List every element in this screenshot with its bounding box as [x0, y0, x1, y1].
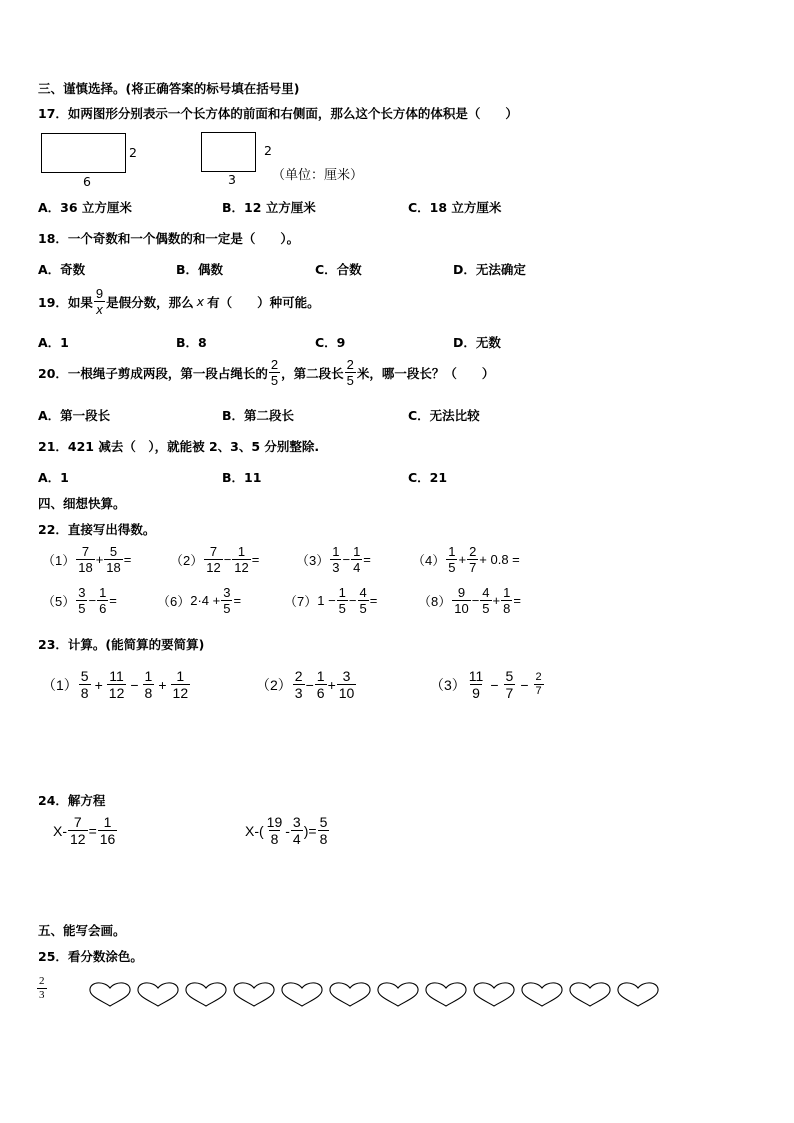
tail: + 0.8 = [479, 552, 520, 567]
q22-label-2: （2） [170, 553, 204, 568]
heart-shape[interactable] [520, 981, 564, 1007]
frac-num: 5 [319, 814, 328, 830]
q20-fraction-2 [345, 358, 356, 387]
q20-post: 米，哪一段长？（ ） [356, 365, 495, 381]
q18-option-d: D．无法确定 [453, 262, 526, 277]
frac-den: 12 [234, 560, 249, 575]
q21-option-b: B．11 [222, 470, 262, 485]
operator: + [327, 676, 336, 693]
frac-den: 4 [353, 560, 361, 575]
frac-num: 1 [237, 544, 246, 559]
q24-equation-2 [245, 815, 330, 846]
operator: − [130, 676, 139, 693]
q20-pre: 20．一根绳子剪成两段，第一段占绳长的 [38, 365, 268, 381]
q20-mid: ，第二段长 [281, 365, 344, 381]
q22-label-8: （8） [418, 594, 452, 609]
q17-option-c: C．18 立方厘米 [408, 200, 502, 215]
prefix: 2·4 + [190, 593, 221, 608]
q23-item-3 [430, 669, 545, 700]
heart-shape[interactable] [184, 981, 228, 1007]
frac-den: 10 [338, 685, 355, 701]
frac-num: 5 [109, 544, 118, 559]
q19-pre: 19．如果 [38, 294, 93, 310]
operator: + [95, 552, 104, 567]
q21-text: 21．421 减去（ ），就能被 2、3、5 分别整除. [38, 439, 320, 454]
prefix: X-( [245, 822, 264, 839]
q17-unit: （单位：厘米） [272, 168, 364, 183]
heart-shape[interactable] [328, 981, 372, 1007]
equals: = [123, 552, 132, 567]
frac-den: 7 [505, 685, 514, 701]
frac-den: 7 [535, 685, 542, 697]
q25-title: 25．看分数涂色。 [38, 949, 143, 964]
q20-option-c: C．无法比较 [408, 408, 480, 423]
heart-shape[interactable] [136, 981, 180, 1007]
q19-option-c: C．9 [315, 335, 346, 350]
frac-num: 9 [457, 585, 466, 600]
frac-num: 2 [294, 668, 303, 684]
frac-den: 5 [223, 601, 231, 616]
q20-f2-den: 5 [346, 373, 354, 388]
q22-label-5: （5） [42, 594, 76, 609]
q22-label-3: （3） [296, 553, 330, 568]
q22-label-7: （7） [284, 594, 318, 609]
q23-item-2 [256, 669, 357, 700]
operator: − [490, 676, 499, 693]
frac-num: 1 [176, 668, 185, 684]
q20-f1-den: 5 [270, 373, 279, 388]
frac-num: 5 [505, 668, 514, 684]
q19-frac-num: 9 [95, 286, 104, 301]
operator: − [348, 593, 357, 608]
q17-side-rectangle [201, 132, 256, 172]
q17-rect2-height: 2 [264, 143, 272, 158]
q21-option-c: C．21 [408, 470, 448, 485]
q22-item-6 [157, 586, 241, 615]
q19-text [38, 287, 320, 316]
frac-num: 19 [266, 814, 283, 830]
q22-item-1 [42, 545, 131, 574]
frac-num: 7 [81, 544, 90, 559]
frac-den: 5 [78, 601, 86, 616]
section-3-title: 三、谨慎选择。(将正确答案的标号填在括号里) [38, 81, 300, 96]
frac-den: 7 [469, 560, 477, 575]
frac-den: 12 [108, 685, 125, 701]
frac-num: 1 [353, 544, 361, 559]
q20-option-a: A．第一段长 [38, 408, 111, 423]
frac-num: 4 [359, 585, 367, 600]
q22-item-4 [412, 545, 520, 574]
frac-num: 4 [482, 585, 490, 600]
frac-num: 1 [448, 544, 456, 559]
equals: = [251, 552, 260, 567]
frac-num: 11 [109, 668, 124, 684]
q19-option-b: B．8 [176, 335, 207, 350]
section-5-title: 五、能写会画。 [38, 923, 126, 938]
frac-num: 1 [103, 814, 112, 830]
frac-num: 3 [292, 814, 301, 830]
q20-option-b: B．第二段长 [222, 408, 295, 423]
frac-den: 4 [292, 831, 301, 847]
frac-num: 3 [78, 585, 86, 600]
frac-den: 5 [359, 601, 367, 616]
frac-num: 3 [342, 668, 351, 684]
frac-num: 2 [535, 671, 542, 683]
frac-den: 12 [206, 560, 221, 575]
prefix: 1 − [317, 593, 336, 608]
q18-option-b: B．偶数 [176, 262, 224, 277]
frac-den: 3 [294, 685, 303, 701]
q17-option-a: A．36 立方厘米 [38, 200, 132, 215]
frac-den: 18 [106, 560, 121, 575]
q20-f1-num: 2 [270, 357, 279, 372]
heart-shape[interactable] [568, 981, 612, 1007]
q23-label-2: （2） [256, 676, 292, 693]
heart-shape[interactable] [88, 981, 132, 1007]
q24-equation-1 [53, 815, 118, 846]
q18-option-a: A．奇数 [38, 262, 86, 277]
frac-den: 12 [70, 831, 86, 847]
operator: − [223, 552, 232, 567]
q22-item-2 [170, 545, 259, 574]
frac-den: 8 [144, 685, 153, 701]
q17-rect1-height: 2 [129, 145, 137, 160]
q22-item-8 [418, 586, 521, 615]
heart-shape[interactable] [232, 981, 276, 1007]
operator: − [305, 676, 314, 693]
frac-num: 1 [332, 544, 340, 559]
q24-title: 24．解方程 [38, 793, 106, 808]
q25-hearts-row [88, 981, 668, 1007]
q19-option-d: D．无数 [453, 335, 501, 350]
q22-item-5 [42, 586, 117, 615]
frac-den: 16 [99, 831, 116, 847]
section-4-title: 四、细想快算。 [38, 496, 126, 511]
frac-den: 6 [99, 601, 107, 616]
q17-text: 17．如两图形分别表示一个长方体的前面和右侧面，那么这个长方体的体积是（ ） [38, 106, 518, 121]
q17-rect1-width: 6 [83, 174, 91, 189]
equals: = [513, 593, 521, 608]
frac-num: 7 [209, 544, 218, 559]
frac-den: 8 [319, 831, 328, 847]
q19-mid: 是假分数，那么 [106, 294, 194, 310]
q17-front-rectangle [41, 133, 126, 173]
q19-post: 有（ ）种可能。 [207, 294, 320, 310]
q22-label-6: （6） [157, 594, 191, 609]
q20-text [38, 358, 494, 387]
q22-label-1: （1） [42, 553, 76, 568]
q22-item-7 [284, 586, 377, 615]
equals: )= [303, 822, 317, 839]
frac-num: 7 [73, 814, 82, 830]
frac-den: 8 [80, 685, 89, 701]
frac-den: 18 [78, 560, 93, 575]
frac-num: 2 [39, 975, 45, 987]
q20-f2-num: 2 [346, 357, 354, 372]
q19-fraction [94, 287, 105, 316]
frac-den: 8 [503, 601, 511, 616]
heart-shape[interactable] [376, 981, 420, 1007]
frac-num: 1 [316, 668, 325, 684]
frac-den: 5 [338, 601, 346, 616]
equals: = [109, 593, 117, 608]
operator: + [492, 593, 501, 608]
q19-option-a: A．1 [38, 335, 69, 350]
frac-num: 2 [469, 544, 477, 559]
operator: + [458, 552, 467, 567]
operator: − [520, 676, 529, 693]
q23-label-3: （3） [430, 676, 466, 693]
q23-title: 23．计算。(能简算的要简算) [38, 637, 205, 652]
operator: - [285, 822, 290, 839]
operator: + [158, 676, 167, 693]
q21-option-a: A．1 [38, 470, 69, 485]
q25-fraction [36, 976, 48, 1001]
equals: = [233, 593, 242, 608]
frac-den: 12 [172, 685, 189, 701]
operator: − [342, 552, 351, 567]
frac-den: 5 [482, 601, 490, 616]
heart-shape[interactable] [280, 981, 324, 1007]
q18-option-c: C．合数 [315, 262, 362, 277]
q18-text: 18．一个奇数和一个偶数的和一定是（ ）。 [38, 231, 300, 246]
equals: = [363, 552, 371, 567]
heart-shape[interactable] [424, 981, 468, 1007]
frac-num: 3 [223, 585, 231, 600]
q23-item-1 [42, 669, 191, 700]
heart-shape[interactable] [616, 981, 660, 1007]
operator: + [94, 676, 103, 693]
frac-num: 1 [99, 585, 107, 600]
q19-var: x [196, 294, 205, 309]
heart-shape[interactable] [472, 981, 516, 1007]
frac-num: 1 [503, 585, 511, 600]
frac-num: 5 [80, 668, 89, 684]
frac-den: 5 [448, 560, 456, 575]
q22-item-3 [296, 545, 371, 574]
q22-label-4: （4） [412, 553, 446, 568]
frac-den: 8 [270, 831, 279, 847]
frac-num: 1 [338, 585, 346, 600]
q23-label-1: （1） [42, 676, 78, 693]
frac-den: 3 [332, 560, 340, 575]
q20-fraction-1 [269, 358, 280, 387]
operator: − [88, 593, 97, 608]
q17-option-b: B．12 立方厘米 [222, 200, 316, 215]
operator: − [471, 593, 480, 608]
q22-title: 22．直接写出得数。 [38, 522, 156, 537]
frac-num: 11 [468, 668, 484, 684]
prefix: X- [53, 822, 67, 839]
frac-num: 1 [144, 668, 153, 684]
frac-den: 10 [454, 601, 469, 616]
q19-frac-den: x [96, 302, 103, 317]
frac-den: 9 [472, 685, 480, 701]
equals: = [369, 593, 378, 608]
frac-den: 3 [39, 989, 45, 1001]
q17-rect2-width: 3 [228, 172, 236, 187]
frac-den: 6 [316, 685, 325, 701]
equals: = [88, 822, 97, 839]
